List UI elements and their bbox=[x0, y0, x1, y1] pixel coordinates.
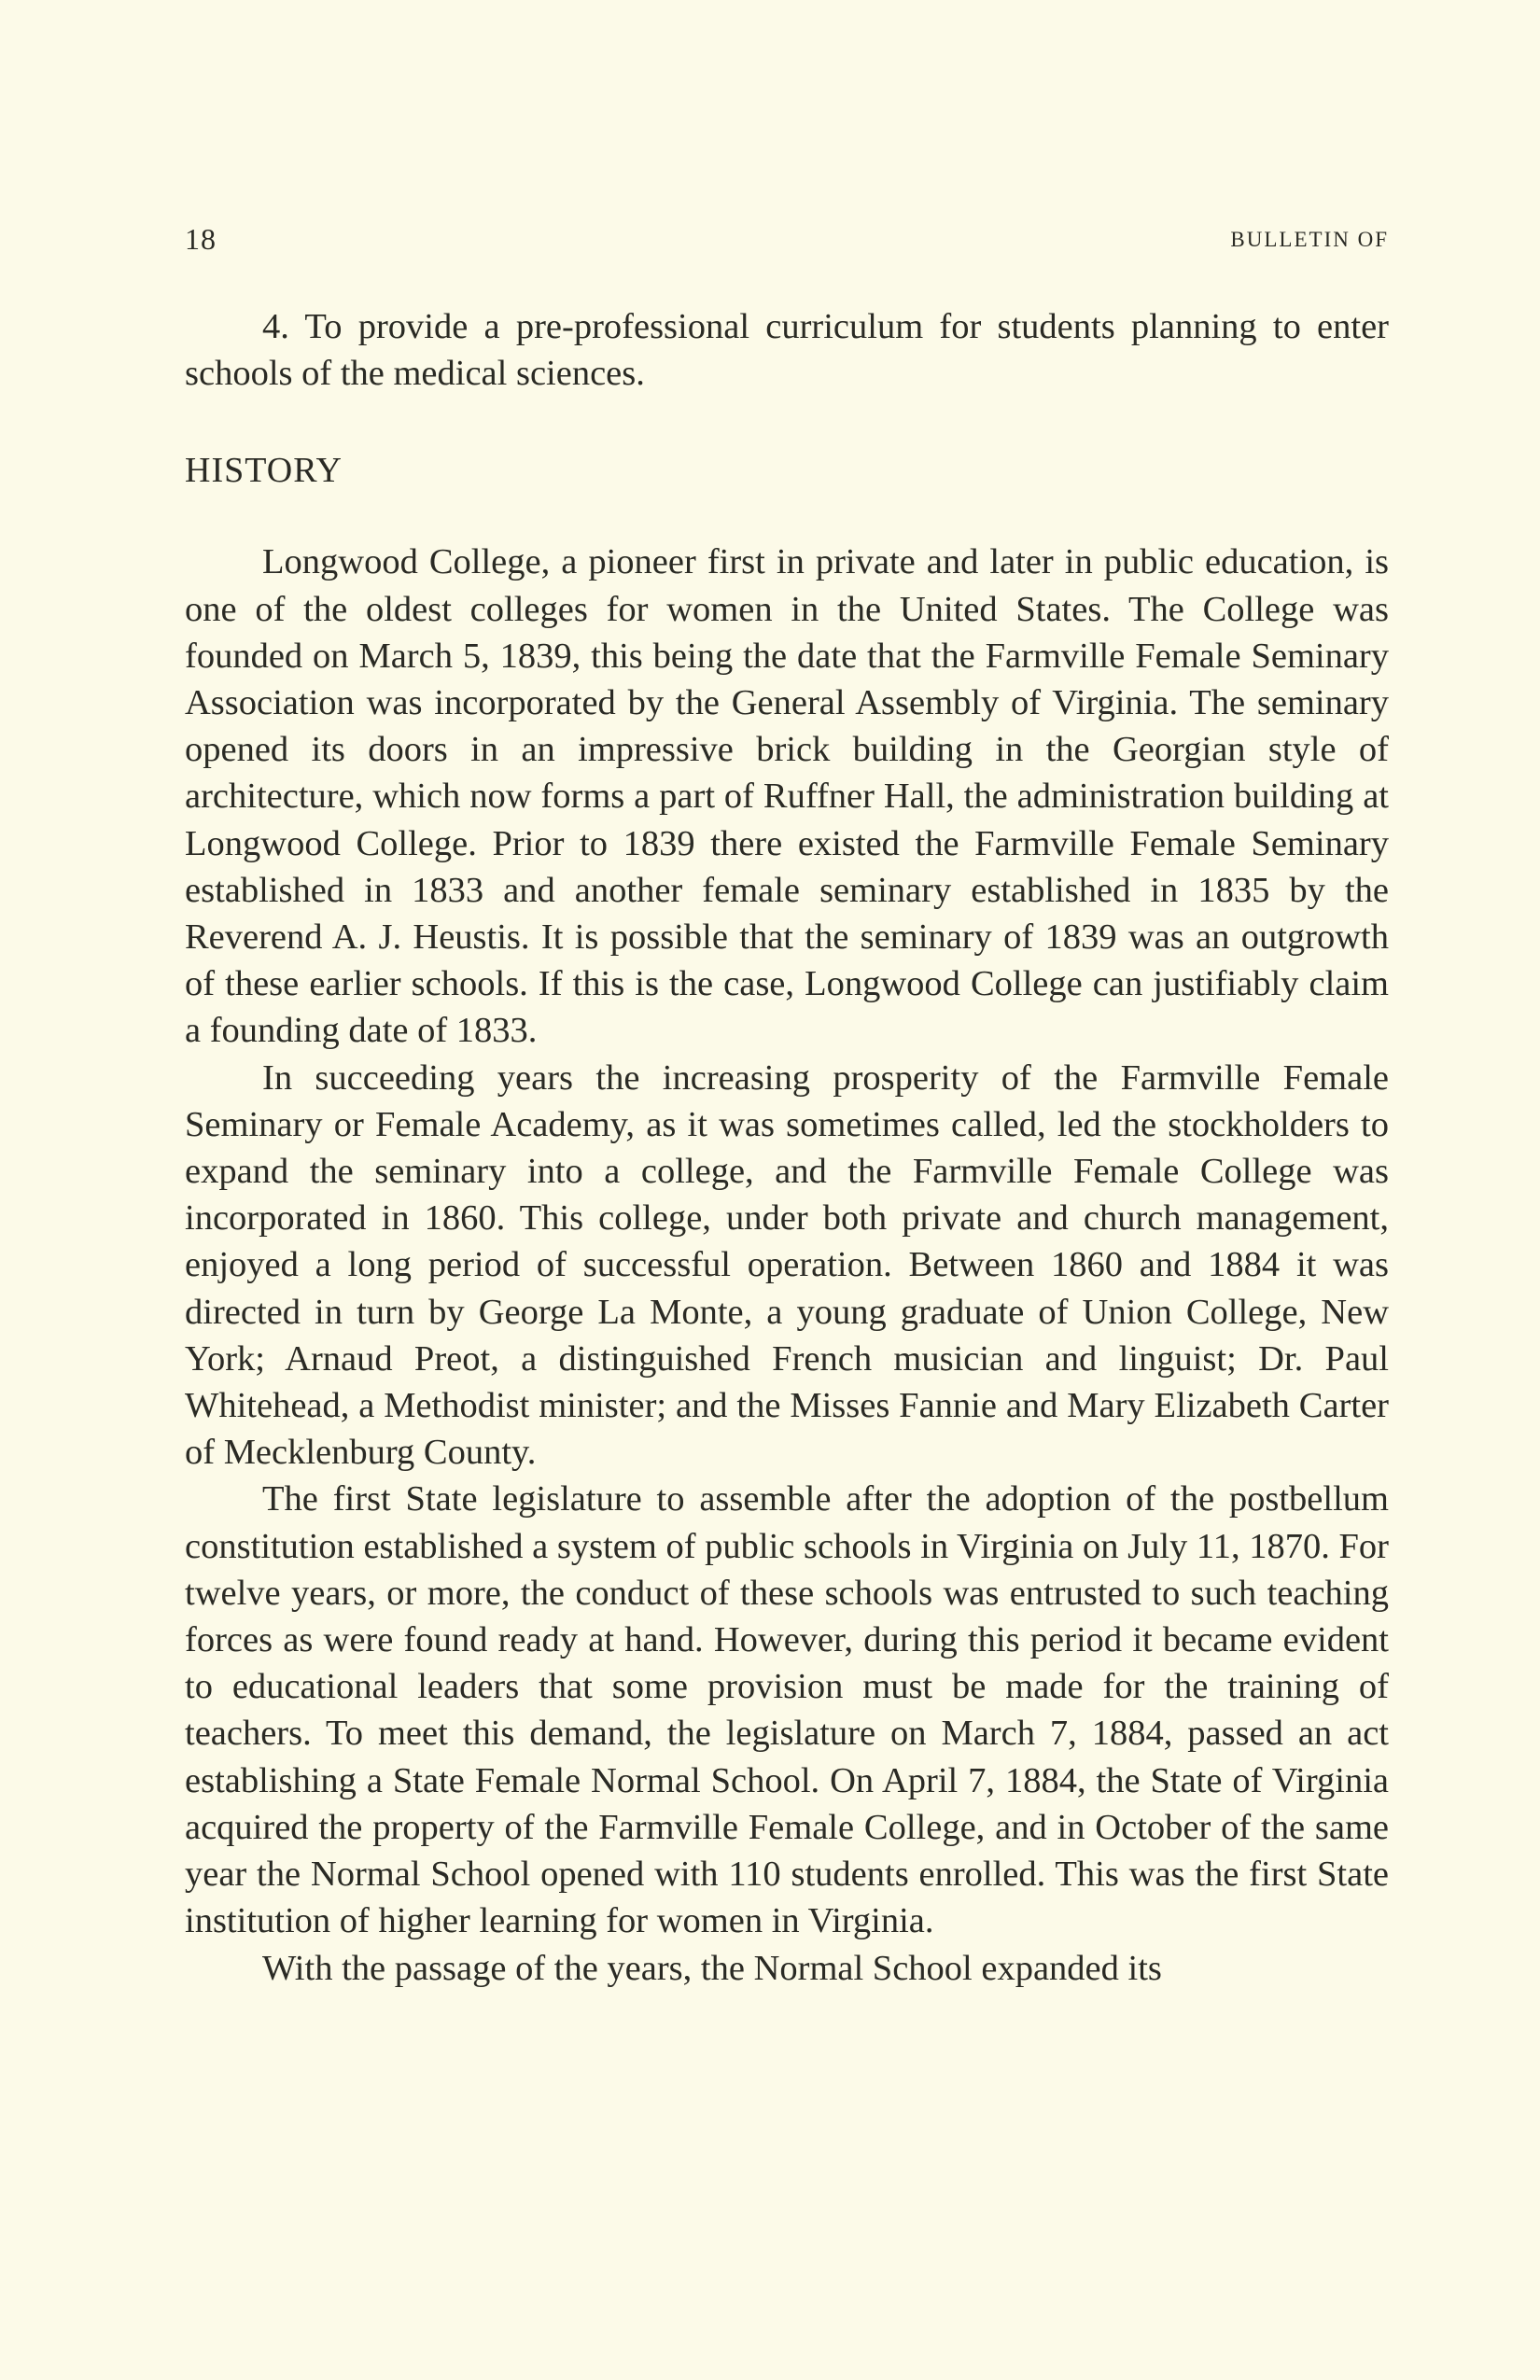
running-title: BULLETIN OF bbox=[1230, 228, 1389, 251]
page-number: 18 bbox=[185, 222, 217, 256]
paragraph: Longwood College, a pioneer first in private and later in public education, is one of the oldest colleges for women in the United States. The College was founded on March 5, 1839, this being the date that the Farmville Female Seminary Association was incorporated by the General Assembly of Virginia. The seminary opened its doors in an impressive brick building in the Georgian style of architecture, which now forms a part of Ruffner Hall, the administration building at Longwood College. Prior to 1839 there existed the Farmville Female Seminary established in 1833 and another female seminary established in 1835 by the Reverend A. J. Heustis. It is possible that the seminary of 1839 was an outgrowth of these earlier schools. If this is the case, Longwood College can justifiably claim a founding date of 1833. bbox=[185, 542, 1389, 1051]
section-heading-history: HISTORY bbox=[185, 451, 343, 491]
running-header bbox=[185, 222, 1389, 259]
paragraph: In succeeding years the increasing prosperity of the Farmville Female Seminary or Female Academy, as it was sometimes called, led the stockholders to expand the seminary into a college, and the Farmville Female College was incorporated in 1860. This college, under both private and church management, enjoyed a long period of successful operation. Between 1860 and 1884 it was directed in turn by George La Monte, a young graduate of Union College, New York; Arnaud Preot, a distinguished French musician and linguist; Dr. Paul Whitehead, a Methodist minister; and the Misses Fannie and Mary Elizabeth Carter of Mecklenburg County. bbox=[185, 1057, 1389, 1473]
paragraph: The first State legislature to assemble after the adoption of the postbellum constitution established a system of public schools in Virginia on July 11, 1870. For twelve years, or more, the conduct of these schools was entrusted to such teaching forces as were found ready at hand. However, during this period it became evident to educational leaders that some provision must be made for the training of teachers. To meet this demand, the legislature on March 7, 1884, passed an act establishing a State Female Normal School. On April 7, 1884, the State of Virginia acquired the property of the Farmville Female College, and in October of the same year the Normal School opened with 110 students enrolled. This was the first State institution of higher learning for women in Virginia. bbox=[185, 1479, 1389, 1941]
paragraph: With the passage of the years, the Normal School expanded its bbox=[262, 1948, 1162, 1988]
page-body bbox=[185, 303, 1389, 1992]
list-item-4: 4. To provide a pre-professional curriculum for students planning to enter schools of the medical sciences. bbox=[185, 307, 1389, 394]
